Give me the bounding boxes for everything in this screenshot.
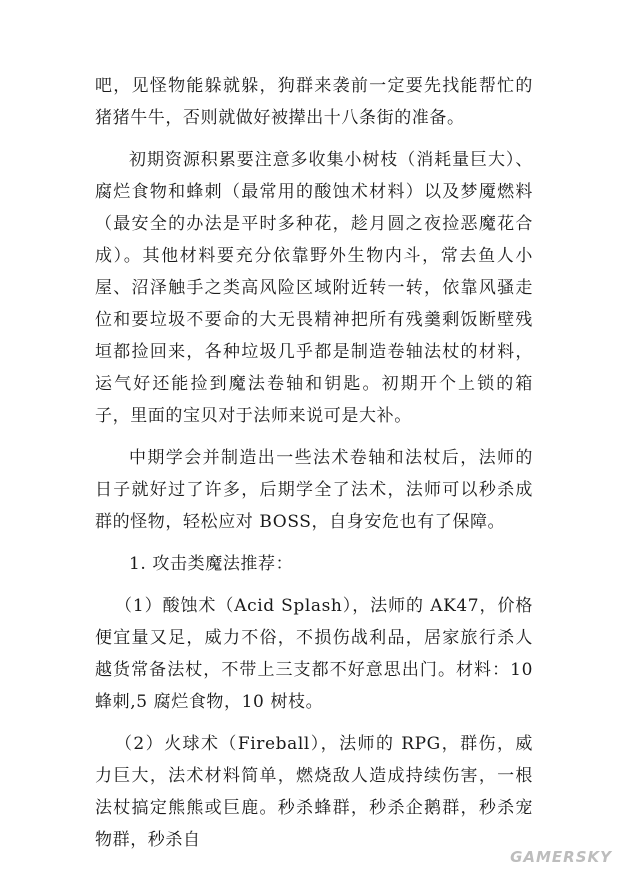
paragraph-early-resources: 初期资源积累要注意多收集小树枝（消耗量巨大）、腐烂食物和蜂刺（最常用的酸蚀术材料）以及梦魇燃料（最安全的办法是平时多种花，趁月圆之夜捡恶魔花合成）。其他材料要充分依靠野外生物内斗，常去鱼人小屋、沼泽触手之类高风险区域附近转一转，依靠风骚走位和要垃圾不要命的大无畏精神把所有残羹剩饭断壁残垣都捡回来，各种垃圾几乎都是制造卷轴法杖的材料，运气好还能捡到魔法卷轴和钥匙。初期开个上锁的箱子，里面的宝贝对于法师来说可是大补。	[95, 150, 533, 426]
section-heading-attack-magic: 1. 攻击类魔法推荐：	[129, 554, 294, 574]
list-item-fireball: （2）火球术（Fireball），法师的 RPG，群伤，威力巨大，法术材料简单，燃烧敌人造成持续伤害，一根法杖搞定熊熊或巨鹿。秒杀蜂群，秒杀企鹅群，秒杀宠物群，秒杀自	[95, 734, 533, 850]
paragraph-mid-stage: 中期学会并制造出一些法术卷轴和法杖后，法师的日子就好过了许多，后期学全了法术，法师可以秒杀成群的怪物，轻松应对 BOSS，自身安危也有了保障。	[95, 448, 533, 532]
list-item-acid-splash: （1）酸蚀术（Acid Splash），法师的 AK47，价格便宜量又足，威力不俗，不损伤战利品，居家旅行杀人越货常备法杖，不带上三支都不好意思出门。材料：10 蜂刺,5 腐烂食物，10 树枝。	[95, 596, 533, 712]
paragraph-continuation: 吧，见怪物能躲就躲，狗群来袭前一定要先找能帮忙的猪猪牛牛，否则就做好被撵出十八条街的准备。	[95, 76, 533, 128]
gamersky-watermark: GAMERSKY	[510, 848, 612, 866]
document-body	[95, 70, 533, 866]
